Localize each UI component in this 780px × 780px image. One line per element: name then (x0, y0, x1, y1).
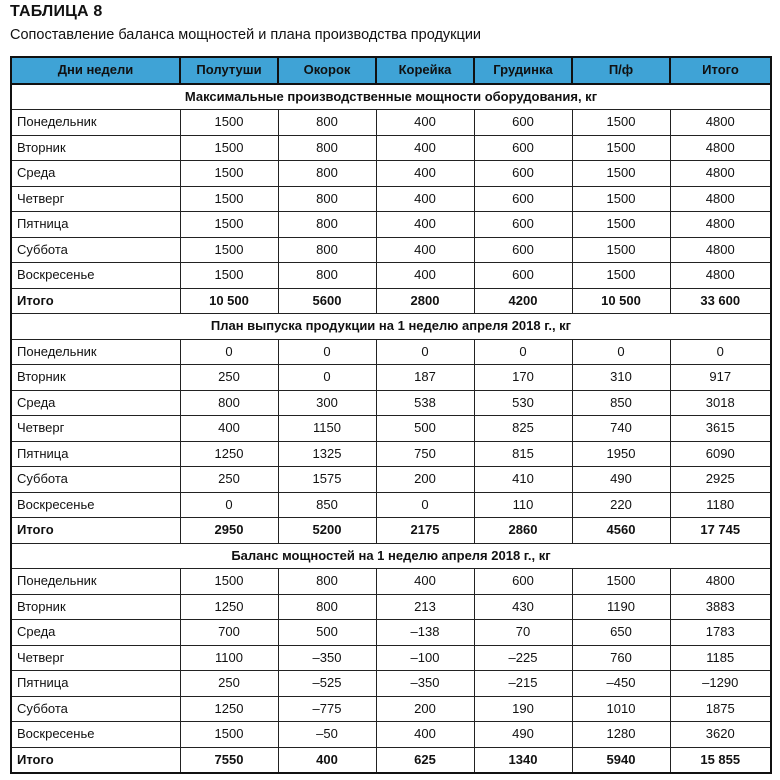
table-cell: 4200 (474, 288, 572, 314)
table-cell: 400 (376, 722, 474, 748)
table-title: ТАБЛИЦА 8 (10, 3, 103, 20)
table-cell: 400 (376, 110, 474, 136)
table-cell: 1340 (474, 747, 572, 773)
table-cell: 1500 (572, 237, 670, 263)
table-row (11, 620, 771, 646)
table-row (11, 467, 771, 493)
table-cell: 1500 (180, 135, 278, 161)
data-table (10, 56, 772, 774)
table-row (11, 161, 771, 187)
table-cell: 0 (376, 492, 474, 518)
row-label: Воскресенье (11, 722, 180, 748)
table-cell: 4800 (670, 569, 771, 595)
table-cell: 70 (474, 620, 572, 646)
table-cell: 170 (474, 365, 572, 391)
section-title: Максимальные производственные мощности оборудования, кг (11, 84, 771, 110)
table-cell: 1500 (180, 186, 278, 212)
table-cell: 625 (376, 747, 474, 773)
table-cell: 0 (376, 339, 474, 365)
table-row (11, 416, 771, 442)
table-cell: 800 (278, 237, 376, 263)
table-subtitle: Сопоставление баланса мощностей и плана производства продукции (10, 27, 482, 43)
row-label: Вторник (11, 365, 180, 391)
table-row (11, 212, 771, 238)
table-cell: –138 (376, 620, 474, 646)
table-cell: 17 745 (670, 518, 771, 544)
section-header-row (11, 543, 771, 569)
table-cell: 1875 (670, 696, 771, 722)
header-okorok: Окорок (278, 57, 376, 84)
table-row (11, 671, 771, 697)
row-label: Вторник (11, 135, 180, 161)
table-cell: 800 (278, 212, 376, 238)
section-header-row (11, 314, 771, 340)
table-cell: 3615 (670, 416, 771, 442)
table-cell: 490 (474, 722, 572, 748)
table-cell: 850 (278, 492, 376, 518)
total-row (11, 288, 771, 314)
table-cell: 530 (474, 390, 572, 416)
table-cell: 1500 (572, 135, 670, 161)
table-header (11, 57, 771, 84)
table-cell: –350 (278, 645, 376, 671)
table-row (11, 441, 771, 467)
table-cell: 1500 (572, 212, 670, 238)
table-cell: 1500 (180, 722, 278, 748)
table-cell: 400 (376, 186, 474, 212)
table-cell: –525 (278, 671, 376, 697)
row-label: Четверг (11, 416, 180, 442)
row-label: Итого (11, 518, 180, 544)
table-cell: –50 (278, 722, 376, 748)
table-row (11, 390, 771, 416)
table-row (11, 492, 771, 518)
header-row (11, 57, 771, 84)
table-cell: –100 (376, 645, 474, 671)
table-cell: 800 (278, 594, 376, 620)
table-cell: 600 (474, 186, 572, 212)
table-cell: 400 (376, 135, 474, 161)
table-row (11, 186, 771, 212)
table-cell: 600 (474, 237, 572, 263)
table-cell: 1950 (572, 441, 670, 467)
table-cell: 200 (376, 696, 474, 722)
row-label: Суббота (11, 467, 180, 493)
table-cell: 400 (278, 747, 376, 773)
row-label: Четверг (11, 186, 180, 212)
table-cell: 825 (474, 416, 572, 442)
section-title: План выпуска продукции на 1 неделю апреля 2018 г., кг (11, 314, 771, 340)
table-cell: 5940 (572, 747, 670, 773)
table-cell: 213 (376, 594, 474, 620)
table-cell: 1250 (180, 441, 278, 467)
table-cell: 1325 (278, 441, 376, 467)
table-cell: 10 500 (572, 288, 670, 314)
table-cell: 850 (572, 390, 670, 416)
row-label: Итого (11, 288, 180, 314)
table-cell: 750 (376, 441, 474, 467)
table-cell: 1185 (670, 645, 771, 671)
table-cell: 4560 (572, 518, 670, 544)
table-cell: 800 (180, 390, 278, 416)
table-cell: 1500 (572, 263, 670, 289)
table-cell: 2800 (376, 288, 474, 314)
row-label: Пятница (11, 212, 180, 238)
table-cell: 1500 (180, 212, 278, 238)
table-cell: 7550 (180, 747, 278, 773)
table-row (11, 722, 771, 748)
table-row (11, 645, 771, 671)
table-cell: 1783 (670, 620, 771, 646)
header-pf: П/ф (572, 57, 670, 84)
row-label: Вторник (11, 594, 180, 620)
table-cell: 650 (572, 620, 670, 646)
table-cell: 3018 (670, 390, 771, 416)
table-cell: 1500 (572, 186, 670, 212)
table-cell: 2950 (180, 518, 278, 544)
table-cell: 400 (376, 263, 474, 289)
table-cell: 800 (278, 569, 376, 595)
table-cell: 917 (670, 365, 771, 391)
row-label: Понедельник (11, 569, 180, 595)
table-cell: 760 (572, 645, 670, 671)
table-cell: 2925 (670, 467, 771, 493)
table-cell: 0 (180, 492, 278, 518)
table-cell: 410 (474, 467, 572, 493)
table-row (11, 569, 771, 595)
section-title: Баланс мощностей на 1 неделю апреля 2018 г., кг (11, 543, 771, 569)
table-cell: 1500 (572, 110, 670, 136)
table-cell: 800 (278, 110, 376, 136)
table-cell: 110 (474, 492, 572, 518)
table-row (11, 696, 771, 722)
table-cell: 4800 (670, 161, 771, 187)
header-grudinka: Грудинка (474, 57, 572, 84)
table-cell: 500 (376, 416, 474, 442)
table-cell: 600 (474, 110, 572, 136)
table-cell: 5200 (278, 518, 376, 544)
table-cell: 5600 (278, 288, 376, 314)
table-cell: 1500 (572, 569, 670, 595)
header-koreika: Корейка (376, 57, 474, 84)
header-total: Итого (670, 57, 771, 84)
table-cell: 0 (180, 339, 278, 365)
table-cell: 400 (376, 212, 474, 238)
row-label: Пятница (11, 441, 180, 467)
table-cell: 0 (278, 365, 376, 391)
table-cell: 250 (180, 671, 278, 697)
table-cell: 2860 (474, 518, 572, 544)
table-cell: 1010 (572, 696, 670, 722)
row-label: Итого (11, 747, 180, 773)
table-cell: 1250 (180, 594, 278, 620)
table-cell: 4800 (670, 110, 771, 136)
row-label: Среда (11, 161, 180, 187)
table-cell: 0 (670, 339, 771, 365)
table-cell: –225 (474, 645, 572, 671)
table-cell: 1150 (278, 416, 376, 442)
table-cell: 1100 (180, 645, 278, 671)
table-cell: 538 (376, 390, 474, 416)
table-cell: 600 (474, 263, 572, 289)
row-label: Воскресенье (11, 492, 180, 518)
table-cell: 6090 (670, 441, 771, 467)
table-cell: 0 (474, 339, 572, 365)
table-cell: 1500 (180, 263, 278, 289)
table-cell: 600 (474, 569, 572, 595)
table-cell: 1500 (572, 161, 670, 187)
table-cell: 400 (376, 237, 474, 263)
table-cell: 400 (180, 416, 278, 442)
table-cell: 33 600 (670, 288, 771, 314)
table-cell: 190 (474, 696, 572, 722)
table-cell: 800 (278, 135, 376, 161)
table-cell: 700 (180, 620, 278, 646)
table-cell: –775 (278, 696, 376, 722)
table-cell: 4800 (670, 135, 771, 161)
table-cell: 250 (180, 467, 278, 493)
table-cell: 200 (376, 467, 474, 493)
table-cell: 800 (278, 263, 376, 289)
table-row (11, 339, 771, 365)
table-cell: 430 (474, 594, 572, 620)
section-header-row (11, 84, 771, 110)
table-cell: 1190 (572, 594, 670, 620)
table-cell: 3620 (670, 722, 771, 748)
table-cell: 600 (474, 135, 572, 161)
table-cell: 815 (474, 441, 572, 467)
table-cell: 4800 (670, 263, 771, 289)
table-cell: 490 (572, 467, 670, 493)
table-cell: 600 (474, 212, 572, 238)
row-label: Суббота (11, 696, 180, 722)
table-cell: 3883 (670, 594, 771, 620)
row-label: Понедельник (11, 339, 180, 365)
table-cell: 187 (376, 365, 474, 391)
table-cell: 1500 (180, 161, 278, 187)
table-cell: 4800 (670, 237, 771, 263)
table-row (11, 135, 771, 161)
header-polutushi: Полутуши (180, 57, 278, 84)
table-cell: 1180 (670, 492, 771, 518)
table-cell: –215 (474, 671, 572, 697)
total-row (11, 518, 771, 544)
table-cell: –450 (572, 671, 670, 697)
table-body (11, 84, 771, 774)
table-row (11, 594, 771, 620)
table-row (11, 263, 771, 289)
table-row (11, 237, 771, 263)
row-label: Понедельник (11, 110, 180, 136)
table-cell: 220 (572, 492, 670, 518)
header-days: Дни недели (11, 57, 180, 84)
table-cell: 300 (278, 390, 376, 416)
table-cell: 740 (572, 416, 670, 442)
table-row (11, 110, 771, 136)
table-cell: 310 (572, 365, 670, 391)
table-cell: 800 (278, 161, 376, 187)
table-cell: 1500 (180, 237, 278, 263)
row-label: Суббота (11, 237, 180, 263)
table-cell: 1575 (278, 467, 376, 493)
table-cell: 1280 (572, 722, 670, 748)
table-cell: 4800 (670, 186, 771, 212)
row-label: Четверг (11, 645, 180, 671)
table-cell: 1500 (180, 569, 278, 595)
table-cell: 2175 (376, 518, 474, 544)
total-row (11, 747, 771, 773)
table-row (11, 365, 771, 391)
table-cell: 15 855 (670, 747, 771, 773)
table-cell: 0 (278, 339, 376, 365)
table-cell: 1500 (180, 110, 278, 136)
table-cell: 4800 (670, 212, 771, 238)
table-cell: 0 (572, 339, 670, 365)
row-label: Среда (11, 620, 180, 646)
row-label: Пятница (11, 671, 180, 697)
row-label: Воскресенье (11, 263, 180, 289)
table-cell: 1250 (180, 696, 278, 722)
table-cell: 800 (278, 186, 376, 212)
table-cell: –1290 (670, 671, 771, 697)
table-cell: –350 (376, 671, 474, 697)
table-cell: 500 (278, 620, 376, 646)
table-cell: 10 500 (180, 288, 278, 314)
table-cell: 600 (474, 161, 572, 187)
table-cell: 400 (376, 569, 474, 595)
table-cell: 250 (180, 365, 278, 391)
table-cell: 400 (376, 161, 474, 187)
row-label: Среда (11, 390, 180, 416)
